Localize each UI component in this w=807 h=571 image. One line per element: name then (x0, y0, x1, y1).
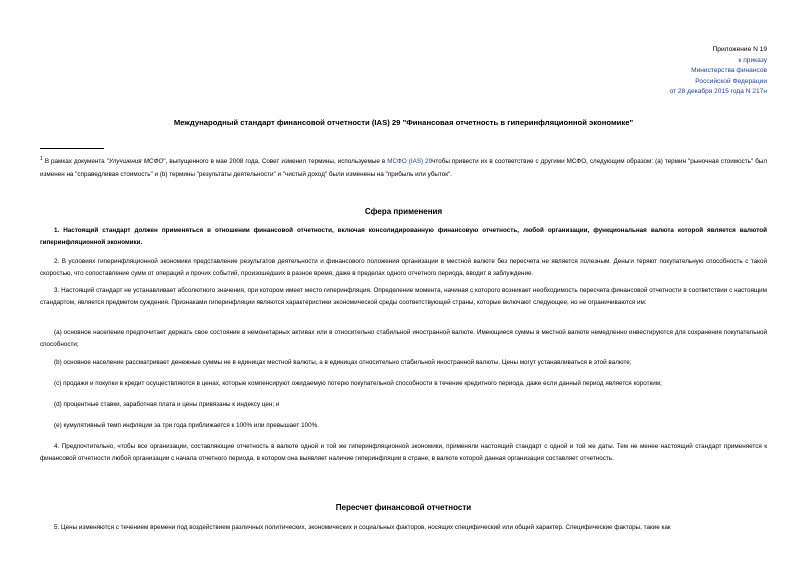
list-item-d (40, 399, 767, 411)
paragraph-2-text: 2. В условиях гиперинфляционной экономики представление результатов деятельности и финансового положения организации в местной валюте без пересчета не является полезным. Деньги теряют покупательную способность с такой скоростью, что сопоставление сумм от операций и прочих событий, произошедших в разное время, даже в пределах одного отчетного периода, вводит в заблуждение. (40, 258, 767, 278)
list-item-a-text: (а) основное население предпочитает держать свое состояние в немонетарных активах или в относительно стабильной иностранной валюте. Имеющиеся суммы в местной валюте немедленно инвестируются для сохранения покупательной способности; (40, 329, 767, 349)
annex-reference (670, 45, 767, 98)
annex-date-link[interactable]: от 28 декабря 2015 года N 217н (669, 88, 767, 95)
list-item-b-text: (b) основное население рассматривает денежные суммы не в единицах местной валюты, а в единицах относительно стабильной иностранной валюты. Цены могут устанавливаться в этой валюте; (54, 359, 632, 366)
paragraph-4-text: 4. Предпочтительно, чтобы все организации, составляющие отчетность в валюте одной и той же гиперинфляционной экономики, применяли настоящий стандарт с одной и той же даты. Тем не менее настоящий стандарт применяется к финансовой отчетности любой организации с начала отчетного периода, в котором она выявляет наличие гиперинфляции в стране, в валюте которой данная организация составляет отчетность. (40, 443, 767, 463)
section-title-scope: Сфера применения (364, 207, 443, 216)
paragraph-3-text: 3. Настоящий стандарт не устанавливает абсолютного значения, при котором имеет место гиперинфляция. Определение момента, начиная с которого возникает необходимость пересчета финансовой отчетности в соответствии с настоящим стандартом, является предметом суждения. Признаками гиперинфляции являются характеристики экономической среды соответствующей страны, которые включают следующее, но не ограничиваются им: (40, 287, 767, 307)
annex-country-link[interactable]: Российской Федерации (695, 77, 767, 85)
footnote (40, 153, 767, 181)
section-title-restatement: Пересчет финансовой отчетности (335, 503, 472, 512)
document-title: Международный стандарт финансовой отчетности (IAS) 29 "Финансовая отчетность в гиперинфляционной экономике" (173, 118, 634, 127)
paragraph-5 (40, 522, 767, 534)
paragraph-5-text: 5. Цены изменяются с течением времени под воздействием различных политических, экономических и социальных факторов, носящих специфический или общий характер. Специфические факторы, такие как (54, 524, 671, 531)
list-item-d-text: (d) процентные ставки, заработная плата и цены привязаны к индексу цен; и (54, 401, 280, 408)
paragraph-4 (40, 441, 767, 466)
list-item-e-text: (e) кумулятивный темп инфляции за три года приближается к 100% или превышает 100%. (54, 422, 319, 429)
paragraph-1-text: 1. Настоящий стандарт должен применяться в отношении финансовой отчетности, включая консолидированную финансовую отчетность, любой организации, функциональная валюта которой является валютой гиперинфляционной экономики. (40, 227, 767, 247)
list-item-c (40, 378, 767, 390)
footnote-ias29-link[interactable]: МСФО (IAS) 29 (387, 158, 433, 166)
footnote-divider (40, 148, 104, 149)
annex-order-link[interactable]: к приказу (738, 56, 767, 64)
footnote-text-start: В рамках документа " (44, 158, 109, 166)
paragraph-1 (40, 225, 767, 250)
annex-ministry-link[interactable]: Министерства финансов (691, 67, 767, 74)
paragraph-3 (40, 285, 767, 310)
list-item-b (40, 357, 767, 369)
list-item-a (40, 327, 767, 352)
paragraph-2 (40, 256, 767, 281)
list-item-e (40, 420, 767, 432)
footnote-text-end: чтобы привести их в соответствие с другими МСФО, следующим образом: (а) термин "рыночная стоимость" был изменен на "справедливая стоимость" и (b) термины "результаты деятельности" и "чистый доход" были изменены на "прибыль или убыток". (40, 158, 767, 178)
annex-number: Приложение N 19 (712, 46, 767, 53)
footnote-italic-title: Улучшения МСФО (108, 158, 164, 166)
list-item-c-text: (c) продажи и покупки в кредит осуществляются в ценах, которые компенсируют ожидаемую потерю покупательной способности в течение кредитного периода, даже если данный период является коротким; (54, 380, 662, 387)
footnote-text-middle: ", выпущенного в мае 2008 года, Совет изменил термины, используемые в (163, 158, 388, 166)
footnote-marker: 1 (40, 156, 43, 162)
